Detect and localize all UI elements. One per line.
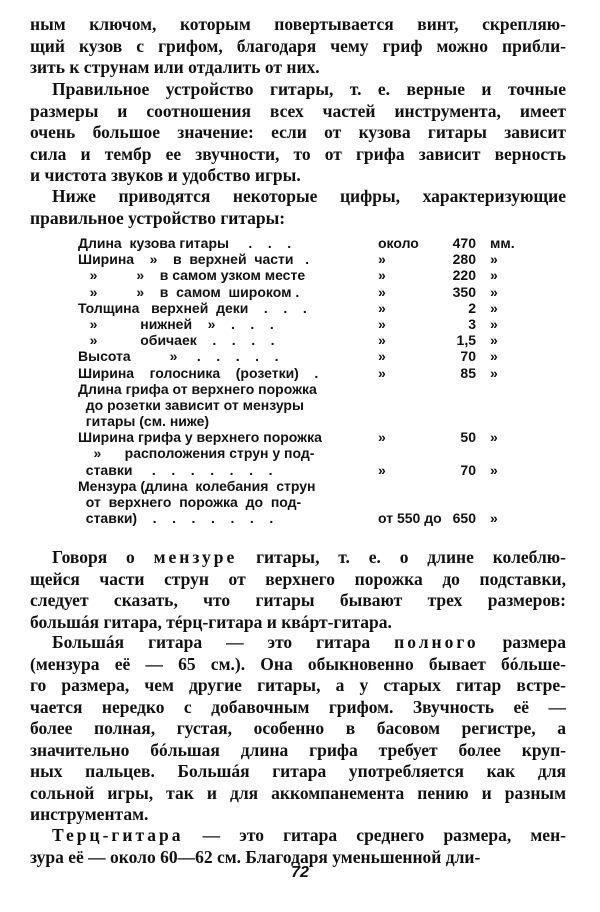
table-row — [78, 251, 518, 267]
row-value: 350 — [452, 283, 476, 300]
table-row — [78, 332, 518, 348]
table-row — [78, 284, 518, 300]
table-row — [78, 300, 518, 316]
table-row — [78, 267, 518, 283]
text-line: правильное устройство гитары: — [30, 207, 286, 228]
row-unit: » — [490, 332, 498, 349]
row-label: » » в самом узком месте — [78, 267, 306, 284]
text-segment: ных пальцев. Большáя гитара употребляется как для — [30, 761, 566, 781]
text-line — [30, 569, 566, 591]
text-segment: зура её — около 60—62 см. Благодаря уменьшенной дли- — [30, 846, 481, 867]
row-unit: » — [490, 348, 498, 365]
row-value: 85 — [460, 364, 476, 381]
text-line — [30, 632, 566, 654]
text-line — [30, 654, 566, 676]
row-value: 70 — [460, 461, 476, 478]
text-line — [30, 612, 566, 634]
row-label: Высота » . . . . . — [78, 348, 279, 365]
row-qualifier: » — [378, 267, 386, 284]
text-line: и чистота звуков и удобство игры. — [30, 165, 301, 185]
emphasized-term: полного — [394, 632, 479, 652]
text-segment: (мензура её — 65 см.). Она обыкновенно бывает бóльше- — [30, 653, 566, 674]
row-unit: » — [490, 364, 498, 381]
text-line: Ниже приводятся некоторые цифры, характеризующие — [52, 186, 566, 206]
row-qualifier: » — [378, 251, 386, 268]
text-line — [30, 547, 566, 569]
table-row — [78, 510, 518, 526]
table-row — [78, 397, 518, 413]
table-row — [78, 445, 518, 461]
text-line: очень большое значение: если от кузова гитары зависит — [30, 122, 566, 142]
row-qualifier: » — [378, 283, 386, 300]
text-line: размеры и соотношения всех частей инструмента, имеет — [30, 100, 566, 121]
row-label: Ширина » в верхней части . — [78, 251, 310, 268]
text-line — [30, 804, 566, 826]
paragraph-2 — [30, 79, 566, 187]
row-unit: » — [490, 429, 498, 446]
text-segment: гитары, т. е. о длине колеблю- — [237, 547, 566, 567]
row-value: 50 — [460, 429, 476, 446]
row-value: 70 — [460, 348, 476, 365]
row-unit: » — [490, 299, 498, 316]
table-row — [78, 235, 518, 251]
row-qualifier: » — [378, 348, 386, 365]
row-qualifier: » — [378, 315, 386, 332]
row-qualifier: » — [378, 429, 386, 446]
table-row — [78, 381, 518, 397]
paragraph-5 — [30, 632, 566, 826]
text-line: Правильное устройство гитары, т. е. верные и точные — [52, 79, 566, 99]
row-label: » расположения струн у под- — [78, 445, 315, 462]
table-row — [78, 478, 518, 494]
text-segment: го размера, чем другие гитары, а у старых гитар встре- — [30, 675, 566, 695]
text-line — [30, 590, 566, 612]
row-qualifier: » — [378, 461, 386, 478]
text-segment: Говоря о — [52, 547, 154, 567]
text-segment: сольной игры, так и для аккомпанемента пению и разным — [30, 782, 566, 803]
row-label: ставки . . . . . . . — [78, 461, 273, 478]
text-segment: следует сказать, что гитары бывают трех размеров: — [30, 590, 566, 610]
row-qualifier: около — [378, 235, 419, 251]
emphasized-term: мензуре — [153, 547, 238, 567]
row-label: Ширина грифа у верхнего порожка — [78, 429, 322, 446]
text-line — [30, 740, 566, 762]
table-row — [78, 316, 518, 332]
row-label: Мензура (длина колебания струн — [78, 477, 316, 494]
row-value: 220 — [452, 267, 476, 284]
row-label: » нижней » . . . — [78, 315, 274, 332]
paragraph-6 — [30, 825, 566, 868]
row-label: ставки) . . . . . . . — [78, 510, 274, 527]
row-value: 650 — [452, 510, 476, 527]
row-unit: » — [490, 267, 498, 284]
paragraph-4 — [30, 547, 566, 633]
text-line: зить к струнам или отдалить от них. — [30, 57, 320, 77]
text-line: сила и тембр ее звучности, то от грифа зависит верность — [30, 143, 566, 164]
row-value: 2 — [468, 299, 476, 316]
row-unit: » — [490, 315, 498, 332]
row-qualifier: от 550 до — [378, 510, 442, 527]
row-label: » » в самом широком . — [78, 283, 300, 300]
text-line — [30, 718, 566, 740]
text-line — [30, 697, 566, 719]
row-qualifier: » — [378, 299, 386, 316]
row-qualifier: » — [378, 332, 386, 349]
row-value: 470 — [452, 235, 476, 251]
text-segment: более полная, густая, особенно в басовом регистре, а — [30, 718, 566, 738]
text-line — [30, 825, 566, 847]
paragraph-3 — [30, 186, 566, 229]
text-line: ным ключом, которым повертывается винт, скрепляю- — [30, 14, 566, 34]
text-segment: инструментам. — [30, 804, 149, 824]
row-label: до розетки зависит от мензуры — [78, 396, 304, 413]
row-label: Ширина голосника (розетки) . — [78, 364, 319, 381]
paragraph-1 — [30, 14, 566, 79]
text-segment: Большáя гитара — это гитара — [52, 632, 395, 652]
guitar-dimensions-table — [78, 235, 518, 526]
text-line — [30, 761, 566, 783]
row-label: от верхнего порожка до под- — [78, 494, 302, 510]
text-segment: значительно бóльшая длина грифа требует более круп- — [30, 739, 566, 760]
text-line: щий кузов с грифом, благодаря чему гриф можно прибли- — [30, 35, 566, 56]
text-segment: размера — [478, 632, 567, 652]
text-line — [30, 783, 566, 805]
text-segment: — это гитара среднего размера, мен- — [183, 825, 566, 845]
row-value: 280 — [452, 251, 476, 268]
page-number: 72 — [291, 864, 309, 881]
row-label: Длина кузова гитары . . . — [78, 235, 292, 251]
row-unit: мм. — [490, 235, 515, 251]
emphasized-term: Терц-гитара — [52, 825, 184, 845]
row-value: 1,5 — [456, 332, 476, 349]
text-segment: большáя гитара, тéрц-гитара и квáрт-гитара. — [30, 611, 392, 632]
table-row — [78, 413, 518, 429]
row-qualifier: » — [378, 364, 386, 381]
table-row — [78, 429, 518, 445]
table-row — [78, 365, 518, 381]
row-unit: » — [490, 510, 498, 527]
text-line — [30, 675, 566, 697]
row-label: Толщина верхней деки . . . — [78, 299, 307, 316]
table-row — [78, 348, 518, 364]
table-row — [78, 462, 518, 478]
row-label: Длина грифа от верхнего порожка — [78, 380, 317, 397]
row-label: » обичаек . . . . — [78, 332, 275, 349]
row-label: гитары (см. ниже) — [78, 413, 210, 430]
text-segment: щейся части струн от верхнего порожка до подставки, — [30, 568, 566, 589]
row-unit: » — [490, 283, 498, 300]
table-row — [78, 494, 518, 510]
text-segment: чается нередко с добавочным грифом. Звучность её — — [30, 696, 566, 717]
row-value: 3 — [468, 315, 476, 332]
row-unit: » — [490, 461, 498, 478]
row-unit: » — [490, 251, 498, 268]
